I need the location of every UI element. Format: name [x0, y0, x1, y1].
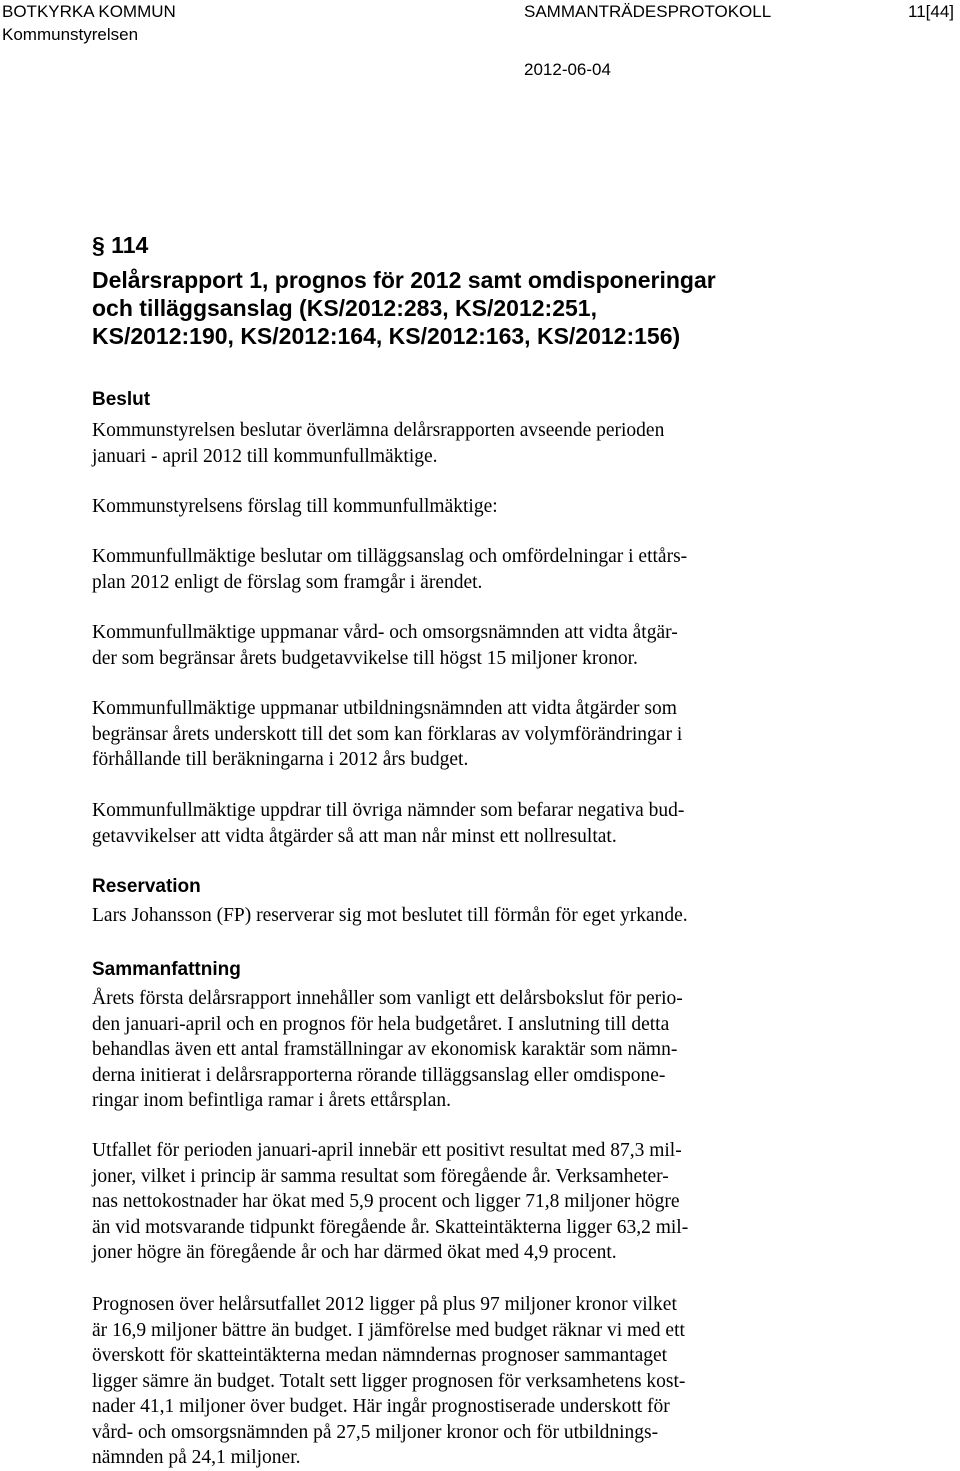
item-title-line: Delårsrapport 1, prognos för 2012 samt omdisponeringar — [92, 267, 716, 293]
text-line: getavvikelser att vidta åtgärder så att man når minst ett nollresultat. — [92, 825, 617, 847]
text-line: vård- och omsorgsnämnden på 27,5 miljoner kronor och för utbildnings- — [92, 1421, 659, 1443]
text-line: Kommunstyrelsens förslag till kommunfullmäktige: — [92, 496, 498, 517]
text-line: Utfallet för perioden januari-april innebär ett positivt resultat med 87,3 mil- — [92, 1140, 682, 1161]
text-line: begränsar årets underskott till det som kan förklaras av volymförändringar i — [92, 723, 683, 745]
text-line: Kommunfullmäktige beslutar om tilläggsanslag och omfördelningar i ettårs- — [92, 546, 688, 567]
text-line: Kommunfullmäktige uppdrar till övriga nämnder som befarar negativa bud- — [92, 800, 685, 821]
text-line: den januari-april och en prognos för hela budgetåret. I anslutning till detta — [92, 1013, 670, 1035]
paragraph — [92, 986, 683, 1114]
text-line: är 16,9 miljoner bättre än budget. I jämförelse med budget räknar vi med ett — [92, 1319, 685, 1341]
page-number: 11[44] — [908, 2, 955, 21]
text-line: förhållande till beräkningarna i 2012 års budget. — [92, 749, 469, 770]
paragraph — [92, 1292, 685, 1471]
text-line: plan 2012 enligt de förslag som framgår i ärendet. — [92, 571, 483, 593]
text-line: Årets första delårsrapport innehåller som vanligt ett delårsbokslut för perio- — [92, 988, 683, 1009]
item-title-line: och tilläggsanslag (KS/2012:283, KS/2012:251, — [92, 295, 597, 321]
paragraph — [92, 903, 688, 929]
text-line: joner högre än föregående år och har därmed ökat med 4,9 procent. — [92, 1242, 617, 1263]
text-line: nämnden på 24,1 miljoner. — [92, 1447, 301, 1468]
organization-name: BOTKYRKA KOMMUN — [2, 2, 176, 21]
department-name: Kommunstyrelsen — [2, 25, 139, 44]
text-line: ringar inom befintliga ramar i årets ettårsplan. — [92, 1090, 451, 1111]
text-line: än vid motsvarande tidpunkt föregående år. Skatteintäkterna ligger 63,2 mil- — [92, 1216, 689, 1238]
document-type: SAMMANTRÄDESPROTOKOLL — [524, 2, 772, 21]
item-title — [92, 266, 716, 350]
text-line: derna initierat i delårsrapporterna rörande tilläggsanslag eller omdispone- — [92, 1064, 666, 1086]
text-line: Kommunfullmäktige uppmanar vård- och omsorgsnämnden att vidta åtgär- — [92, 622, 678, 643]
text-line: överskott för skatteintäkterna medan nämndernas prognoser sammantaget — [92, 1345, 668, 1366]
paragraph — [92, 620, 678, 671]
paragraph — [92, 544, 687, 595]
meeting-date: 2012-06-04 — [524, 60, 611, 79]
section-heading-reservation: Reservation — [92, 876, 201, 897]
text-line: Prognosen över helårsutfallet 2012 ligger på plus 97 miljoner kronor vilket — [92, 1294, 677, 1315]
paragraph — [92, 494, 498, 520]
item-title-line: KS/2012:190, KS/2012:164, KS/2012:163, KS/2012:156) — [92, 323, 681, 349]
text-line: joner, vilket i princip är samma resultat som föregående år. Verksamheter- — [92, 1165, 669, 1187]
text-line: januari - april 2012 till kommunfullmäktige. — [92, 445, 438, 467]
section-heading-sammanfattning: Sammanfattning — [92, 959, 241, 980]
text-line: der som begränsar årets budgetavvikelse till högst 15 miljoner kronor. — [92, 647, 638, 669]
text-line: nas nettokostnader har ökat med 5,9 procent och ligger 71,8 miljoner högre — [92, 1191, 680, 1212]
text-line: nader 41,1 miljoner över budget. Här ingår prognostiserade underskott för — [92, 1396, 670, 1417]
text-line: Lars Johansson (FP) reserverar sig mot beslutet till förmån för eget yrkande. — [92, 905, 688, 926]
paragraph-number: § 114 — [92, 232, 149, 258]
paragraph — [92, 696, 682, 773]
text-line: behandlas även ett antal framställningar av ekonomisk karaktär som nämn- — [92, 1039, 678, 1060]
paragraph — [92, 798, 684, 849]
paragraph — [92, 1138, 688, 1266]
text-line: Kommunfullmäktige uppmanar utbildningsnämnden att vidta åtgärder som — [92, 698, 677, 719]
text-line: Kommunstyrelsen beslutar överlämna delårsrapporten avseende perioden — [92, 420, 665, 441]
text-line: ligger sämre än budget. Totalt sett ligger prognosen för verksamhetens kost- — [92, 1370, 686, 1392]
paragraph — [92, 418, 664, 469]
section-heading-beslut: Beslut — [92, 389, 151, 410]
